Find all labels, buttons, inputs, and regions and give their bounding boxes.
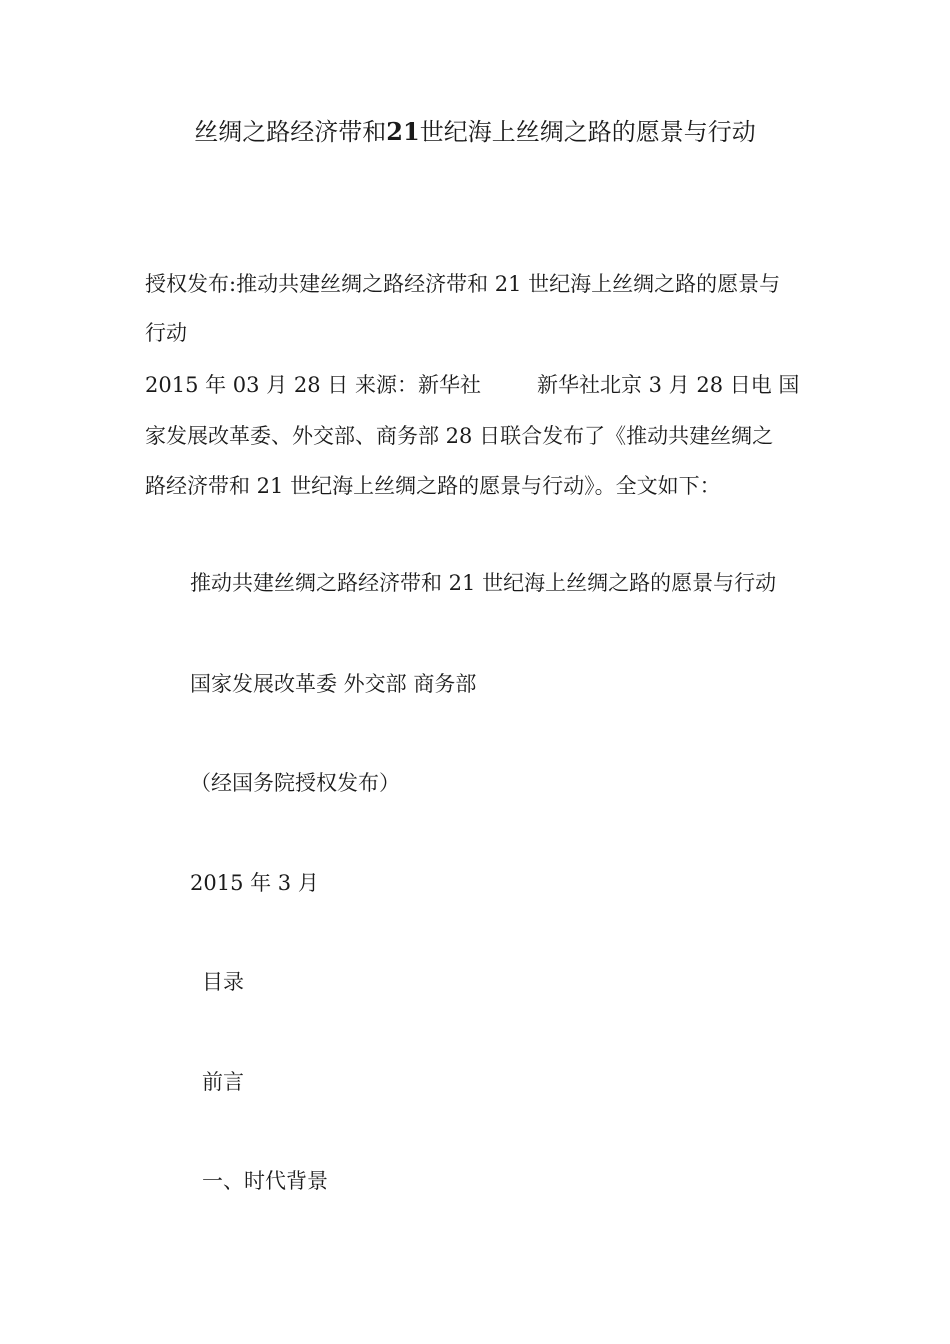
toc-heading: 目录 (202, 970, 244, 994)
intro-line-4: 家发展改革委、外交部、商务部 28 日联合发布了《推动共建丝绸之 (145, 424, 774, 448)
authorization-note: （经国务院授权发布） (190, 771, 400, 795)
body-subtitle: 推动共建丝绸之路经济带和 21 世纪海上丝绸之路的愿景与行动 (190, 571, 777, 595)
publish-date-source: 2015 年 03 月 28 日 来源：新华社 (145, 373, 481, 397)
title-part1: 丝绸之路经济带和 (194, 118, 387, 146)
document-title (0, 112, 950, 152)
dateline: 新华社北京 3 月 28 日电 国 (536, 373, 800, 397)
issuers-line: 国家发展改革委 外交部 商务部 (190, 672, 477, 696)
title-number: 21 (386, 117, 420, 146)
intro-line-1: 授权发布:推动共建丝绸之路经济带和 21 世纪海上丝绸之路的愿景与 (145, 272, 781, 296)
intro-line-2: 行动 (145, 321, 187, 345)
section-1-heading: 一、时代背景 (202, 1169, 328, 1193)
title-part2: 世纪海上丝绸之路的愿景与行动 (419, 118, 756, 146)
intro-line-5: 路经济带和 21 世纪海上丝绸之路的愿景与行动》。全文如下： (145, 474, 721, 498)
preface-heading: 前言 (202, 1070, 244, 1094)
intro-line-3 (145, 370, 799, 400)
issue-date: 2015 年 3 月 (190, 871, 319, 895)
